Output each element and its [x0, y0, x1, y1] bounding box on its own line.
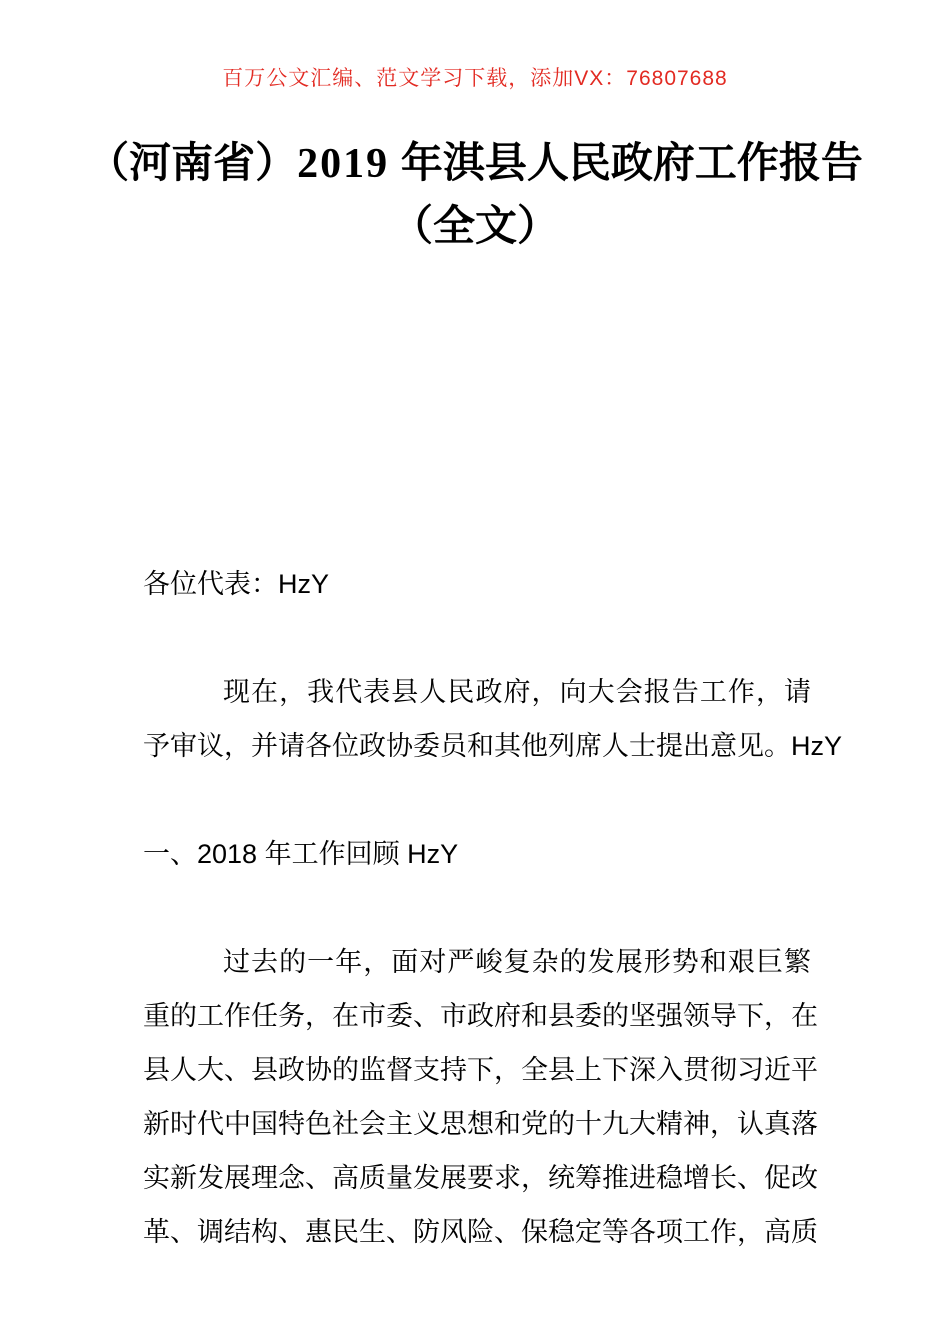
- paragraph-line: 县人大、县政协的监督支持下，全县上下深入贯彻习近平: [143, 1055, 818, 1085]
- salutation-text: 各位代表：HzY: [143, 569, 330, 599]
- section-heading: 一、2018 年工作回顾 HzY: [143, 839, 459, 869]
- promo-banner: 百万公文汇编、范文学习下载，添加VX：76807688: [222, 67, 728, 90]
- title-rest: 年淇县人民政府工作报告: [389, 139, 863, 186]
- paragraph-line: 重的工作任务，在市委、市政府和县委的坚强领导下，在: [143, 1001, 818, 1031]
- title-line-2: （全文）: [390, 202, 559, 249]
- review-paragraph: [143, 935, 818, 1259]
- section-heading-paragraph: [143, 827, 811, 881]
- intro-paragraph: [143, 665, 843, 773]
- paragraph-line: 新时代中国特色社会主义思想和党的十九大精神，认真落: [143, 1109, 818, 1139]
- document-title: [0, 132, 950, 257]
- salutation-paragraph: [143, 557, 811, 611]
- paragraph-line: 予审议，并请各位政协委员和其他列席人士提出意见。HzY: [143, 731, 843, 761]
- paragraph-line: 过去的一年，面对严峻复杂的发展形势和艰巨繁: [223, 947, 811, 977]
- title-line-1: [0, 132, 950, 195]
- document-body: [143, 557, 843, 1259]
- title-year: 2019: [297, 141, 390, 187]
- title-body-gap: [0, 257, 950, 557]
- paragraph-line: 革、调结构、惠民生、防风险、保稳定等各项工作，高质: [143, 1217, 818, 1247]
- paragraph-line: 现在，我代表县人民政府，向大会报告工作，请: [223, 677, 811, 707]
- title-prefix: （河南省）: [87, 139, 298, 186]
- paragraph-line: 实新发展理念、高质量发展要求，统筹推进稳增长、促改: [143, 1163, 818, 1193]
